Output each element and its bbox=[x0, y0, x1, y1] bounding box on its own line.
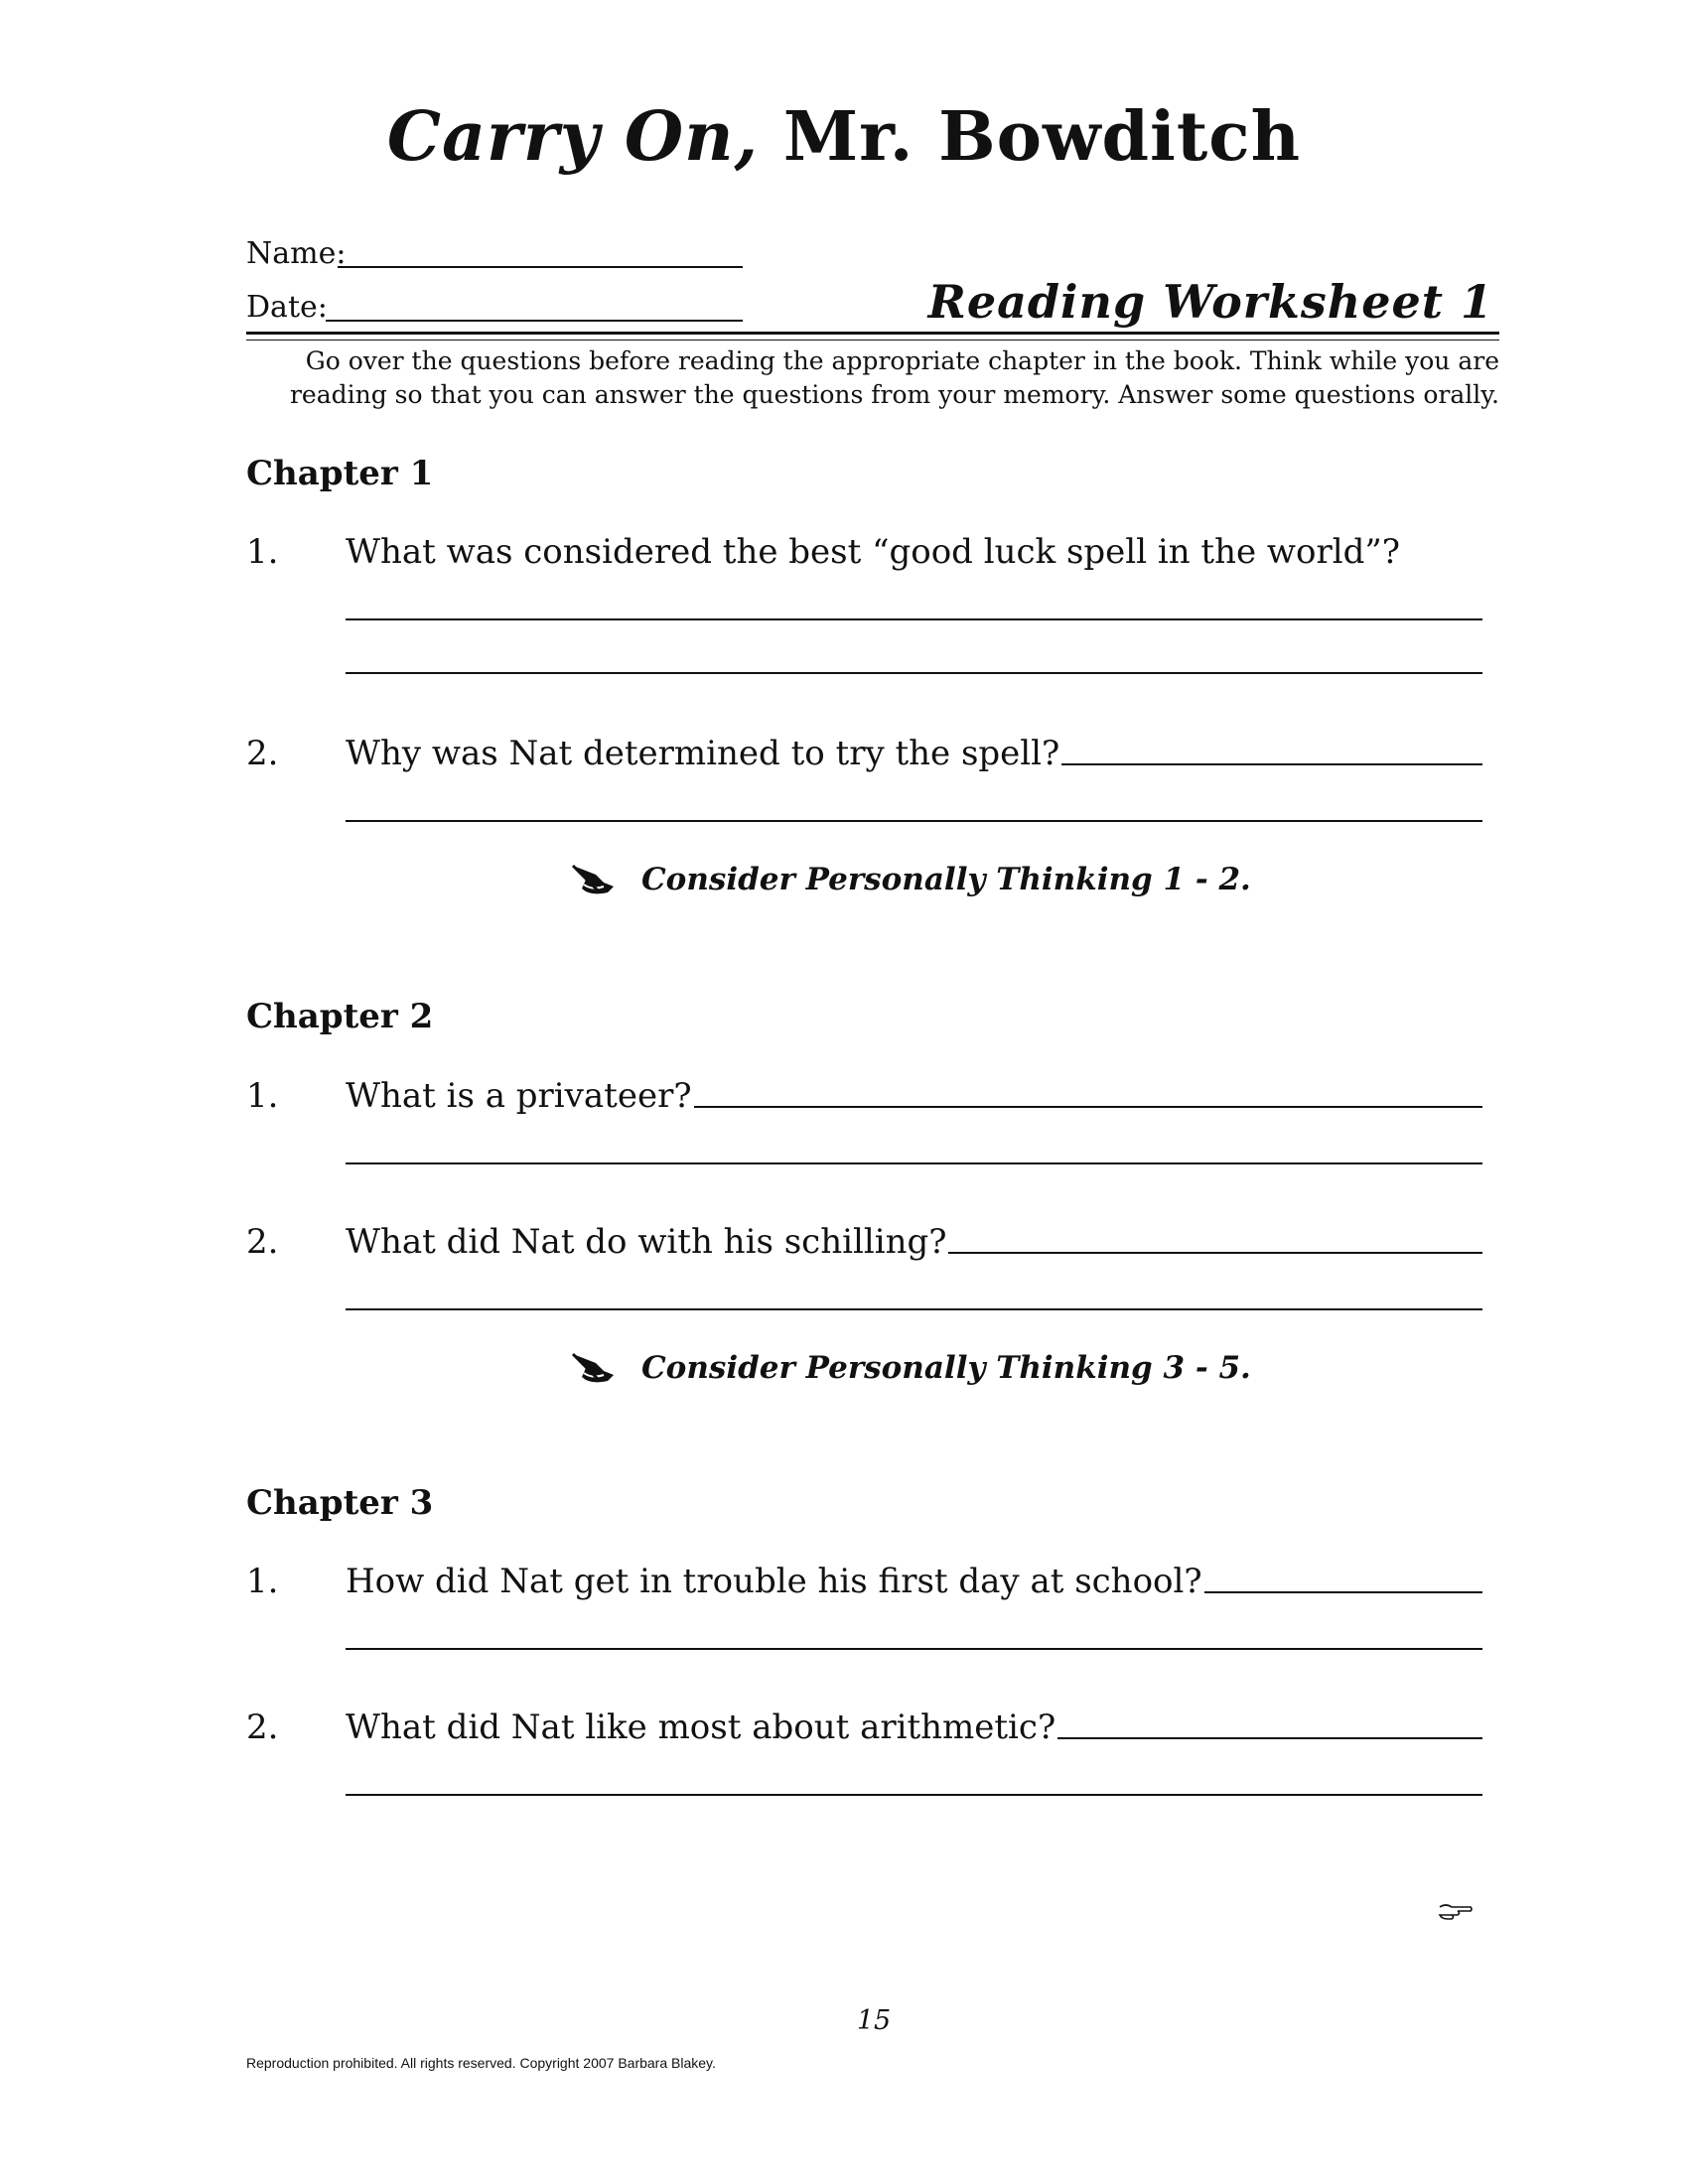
instructions bbox=[258, 344, 1499, 412]
page-number: 15 bbox=[856, 2005, 892, 2036]
header-rule bbox=[246, 332, 1499, 335]
ch3-q1-number: 1. bbox=[246, 1562, 279, 1601]
ch3-q1 bbox=[346, 1562, 1482, 1601]
chapter-3-heading: Chapter 3 bbox=[246, 1483, 434, 1523]
ch1-q1 bbox=[346, 532, 1482, 572]
header-rule-thin bbox=[246, 340, 1499, 341]
title-italic: Carry On, bbox=[386, 97, 760, 177]
name-field[interactable] bbox=[338, 266, 743, 268]
ch2-q1-answer-inline[interactable] bbox=[694, 1106, 1482, 1108]
ch1-q1-answer-line-1[interactable] bbox=[346, 618, 1482, 620]
ch3-q2-number: 2. bbox=[246, 1707, 279, 1747]
ch2-q2-answer-line[interactable] bbox=[346, 1308, 1482, 1310]
ch3-q1-text: How did Nat get in trouble his first day at school? bbox=[346, 1562, 1202, 1601]
ch3-q2 bbox=[346, 1707, 1482, 1747]
date-field[interactable] bbox=[326, 320, 743, 322]
consider-note-2 bbox=[570, 1350, 1251, 1386]
ch3-q2-answer-line[interactable] bbox=[346, 1794, 1482, 1796]
ch1-q1-number: 1. bbox=[246, 532, 279, 572]
ch1-q1-text: What was considered the best “good luck spell in the world”? bbox=[346, 532, 1400, 572]
instructions-line-2: reading so that you can answer the questions from your memory. Answer some questions orally. bbox=[289, 380, 1499, 409]
ch1-q2-number: 2. bbox=[246, 734, 279, 773]
instructions-line-1: Go over the questions before reading the appropriate chapter in the book. Think while you are bbox=[305, 346, 1499, 375]
ch3-q1-answer-inline[interactable] bbox=[1204, 1591, 1482, 1593]
ch1-q1-answer-line-2[interactable] bbox=[346, 672, 1482, 674]
chapter-2-heading: Chapter 2 bbox=[246, 997, 434, 1036]
title-rest: Mr. Bowditch bbox=[759, 97, 1302, 177]
ch2-q1-answer-line[interactable] bbox=[346, 1162, 1482, 1164]
ch1-q2-text: Why was Nat determined to try the spell? bbox=[346, 734, 1060, 773]
ch1-q2-answer-line[interactable] bbox=[346, 820, 1482, 822]
worksheet-title: Reading Worksheet 1 bbox=[927, 275, 1493, 329]
name-label: Name: bbox=[246, 236, 347, 271]
ch1-q2-answer-inline[interactable] bbox=[1061, 763, 1482, 765]
consider-text-2: Consider Personally Thinking 3 - 5. bbox=[641, 1350, 1251, 1386]
ch2-q1-number: 1. bbox=[246, 1076, 279, 1116]
ch2-q2-text: What did Nat do with his schilling? bbox=[346, 1222, 947, 1262]
ch2-q2 bbox=[346, 1222, 1482, 1262]
consider-text-1: Consider Personally Thinking 1 - 2. bbox=[641, 862, 1251, 897]
ch2-q2-answer-inline[interactable] bbox=[948, 1252, 1482, 1254]
writing-hand-icon bbox=[570, 863, 618, 896]
copyright-notice: Reproduction prohibited. All rights reserved. Copyright 2007 Barbara Blakey. bbox=[246, 2055, 716, 2071]
ch3-q2-text: What did Nat like most about arithmetic? bbox=[346, 1707, 1056, 1747]
ch2-q2-number: 2. bbox=[246, 1222, 279, 1262]
ch3-q1-answer-line[interactable] bbox=[346, 1648, 1482, 1650]
pointing-hand-icon bbox=[1438, 1901, 1474, 1925]
chapter-1-heading: Chapter 1 bbox=[246, 454, 434, 493]
date-label: Date: bbox=[246, 290, 328, 325]
page-title bbox=[0, 97, 1688, 177]
ch2-q1 bbox=[346, 1076, 1482, 1116]
ch1-q2 bbox=[346, 734, 1482, 773]
writing-hand-icon bbox=[570, 1351, 618, 1385]
consider-note-1 bbox=[570, 862, 1251, 897]
ch3-q2-answer-inline[interactable] bbox=[1057, 1737, 1482, 1739]
ch2-q1-text: What is a privateer? bbox=[346, 1076, 692, 1116]
